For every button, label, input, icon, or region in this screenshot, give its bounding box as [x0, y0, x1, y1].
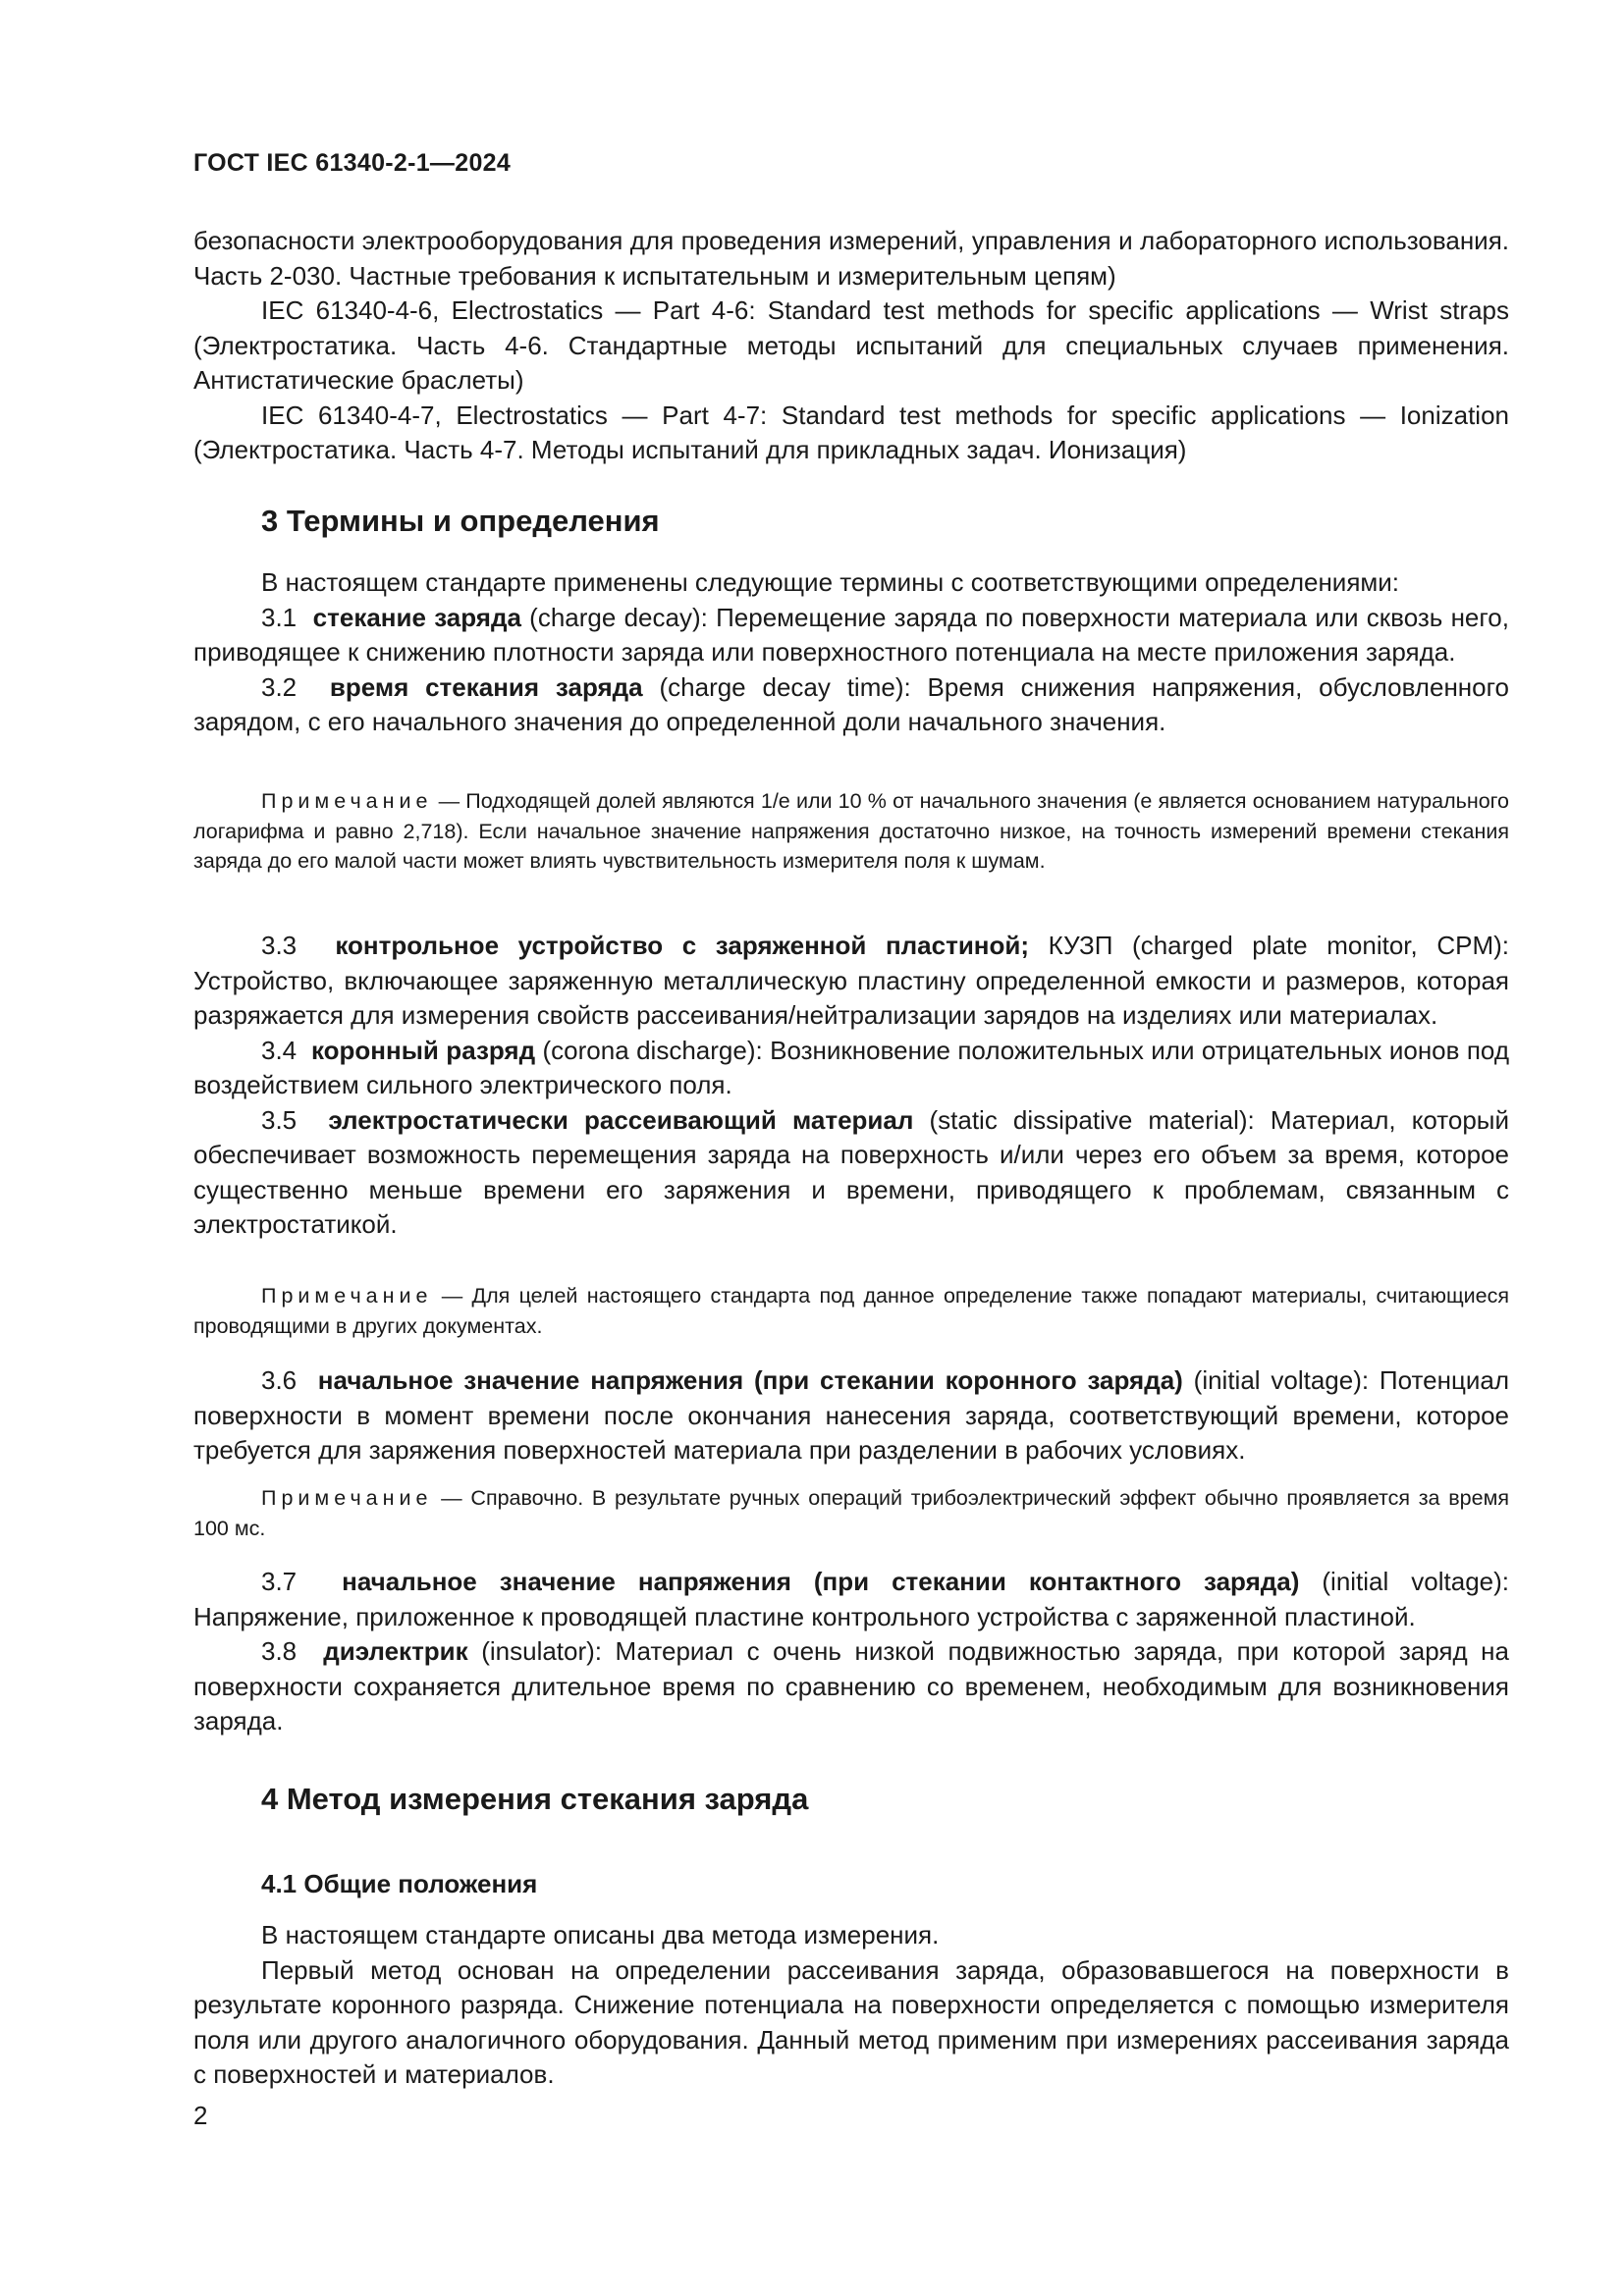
note-label: Примечание — [261, 789, 433, 813]
term-definition: (charge decay time): Время снижения напряжения, обусловленного зарядом, с его начального значения до определенной доли начального значения. — [193, 671, 1509, 736]
term-name: стекание заряда — [312, 602, 521, 632]
term-3-3 — [193, 929, 1509, 1034]
term-3-7 — [193, 1565, 1509, 1634]
term-definition: (initial voltage): Напряжение, приложенное к проводящей пластине контрольного устройства с заряженной пластиной. — [193, 1567, 1510, 1631]
reference-item: IEC 61340-4-6, Electrostatics — Part 4-6: Standard test methods for specific applications — Wrist straps (Электростатика. Часть 4-6. Стандартные методы испытаний для специальных случаев применения. Антистатические браслеты) — [193, 295, 1509, 395]
term-3-4 — [193, 1034, 1509, 1103]
term-number: 3.4 — [261, 1035, 298, 1065]
term-number: 3.3 — [261, 931, 298, 960]
section-3-terms-b — [193, 929, 1509, 1243]
section-3-terms-d — [193, 1565, 1509, 1739]
term-number: 3.7 — [261, 1567, 298, 1596]
term-name: начальное значение напряжения (при стекании контактного заряда) — [342, 1567, 1300, 1596]
term-definition: (corona discharge): Возникновение положительных или отрицательных ионов под воздействием сильного электрического поля. — [193, 1035, 1509, 1099]
subsection-4-1-heading: 4.1 Общие положения — [261, 1869, 538, 1898]
term-definition: (initial voltage): Потенциал поверхности в момент времени после окончания нанесения заряда, соответствующий времени, которое требуется для заряжения поверхностей материала при разделении в рабочих условиях. — [193, 1365, 1509, 1465]
term-name: диэлектрик — [323, 1636, 468, 1666]
section-3-heading: 3 Термины и определения — [261, 504, 660, 538]
term-name: начальное значение напряжения (при стекании коронного заряда) — [317, 1365, 1183, 1395]
note-text: — Справочно. В результате ручных операций трибоэлектрический эффект обычно проявляется за время 100 мс. — [193, 1486, 1509, 1540]
term-name: контрольное устройство с заряженной пластиной; — [335, 931, 1030, 960]
term-definition: (static dissipative material): Материал, который обеспечивает возможность перемещения заряда на поверхность и/или через его объем за время, которое существенно меньше времени его заряжения и времени, приводящего к проблемам, связанным с электростатикой. — [193, 1104, 1510, 1239]
term-name: время стекания заряда — [329, 671, 643, 702]
section-intro: В настоящем стандарте применены следующие термины с соответствующими определениями: — [261, 567, 1400, 597]
note-1 — [193, 786, 1509, 877]
paragraph: В настоящем стандарте описаны два метода измерения. — [261, 1920, 940, 1949]
term-definition: (charge decay): Перемещение заряда по поверхности материала или сквозь него, приводящее к снижению плотности заряда или поверхностного потенциала на месте приложения заряда. — [193, 602, 1509, 667]
note-label: Примечание — [261, 1284, 433, 1308]
term-3-5 — [193, 1103, 1509, 1243]
reference-item: IEC 61340-4-7, Electrostatics — Part 4-7: Standard test methods for specific applications — Ionization (Электростатика. Часть 4-7. Методы испытаний для прикладных задач. Ионизация) — [193, 400, 1509, 464]
term-definition: КУЗП (charged plate monitor, CPM): Устройство, включающее заряженную металлическую пластину определенной емкости и размеров, которая разряжается для измерения свойств рассеивания/нейтрализации зарядов на изделиях или материалах. — [193, 931, 1509, 1030]
note-text: — Для целей настоящего стандарта под данное определение также попадают материалы, считающиеся проводящими в других документах. — [193, 1284, 1509, 1338]
term-3-1 — [193, 601, 1509, 670]
term-number: 3.2 — [261, 671, 298, 702]
term-number: 3.1 — [261, 602, 298, 632]
note-text: — Подходящей долей являются 1/e или 10 % от начального значения (e является основанием натурального логарифма и равно 2,718). Если начальное значение напряжения достаточно низкое, на точность измерений времени стекания заряда до его малой части может влиять чувствительность измерителя поля к шумам. — [193, 789, 1509, 873]
term-number: 3.6 — [261, 1365, 298, 1395]
section-4-heading: 4 Метод измерения стекания заряда — [261, 1782, 809, 1816]
term-number: 3.8 — [261, 1636, 298, 1666]
term-3-8 — [193, 1634, 1509, 1739]
references-block — [193, 224, 1509, 468]
term-definition: (insulator): Материал с очень низкой подвижностью заряда, при которой заряд на поверхности сохраняется длительное время по сравнению со временем, необходимым для возникновения заряда. — [193, 1636, 1509, 1735]
term-3-6 — [193, 1363, 1509, 1468]
reference-item: безопасности электрооборудования для проведения измерений, управления и лабораторного использования. Часть 2-030. Частные требования к испытательным и измерительным цепям) — [193, 226, 1509, 291]
term-number: 3.5 — [261, 1104, 298, 1135]
term-name: коронный разряд — [310, 1035, 536, 1065]
document-header: ГОСТ IEC 61340-2-1—2024 — [193, 149, 512, 177]
paragraph: Первый метод основан на определении рассеивания заряда, образовавшегося на поверхности в результате коронного разряда. Снижение потенциала на поверхности определяется с помощью измерителя поля или другого аналогичного оборудования. Данный метод применим при измерениях рассеивания заряда с поверхностей и материалов. — [193, 1954, 1509, 2089]
section-3-terms-c — [193, 1363, 1509, 1468]
term-name: электростатически рассеивающий материал — [328, 1104, 914, 1135]
section-3-terms-a — [193, 565, 1509, 740]
page-number: 2 — [193, 2101, 208, 2130]
note-label: Примечание — [261, 1486, 433, 1510]
term-3-2 — [193, 670, 1509, 740]
section-4-body — [193, 1918, 1509, 2093]
note-2 — [193, 1281, 1509, 1341]
note-3 — [193, 1483, 1509, 1543]
